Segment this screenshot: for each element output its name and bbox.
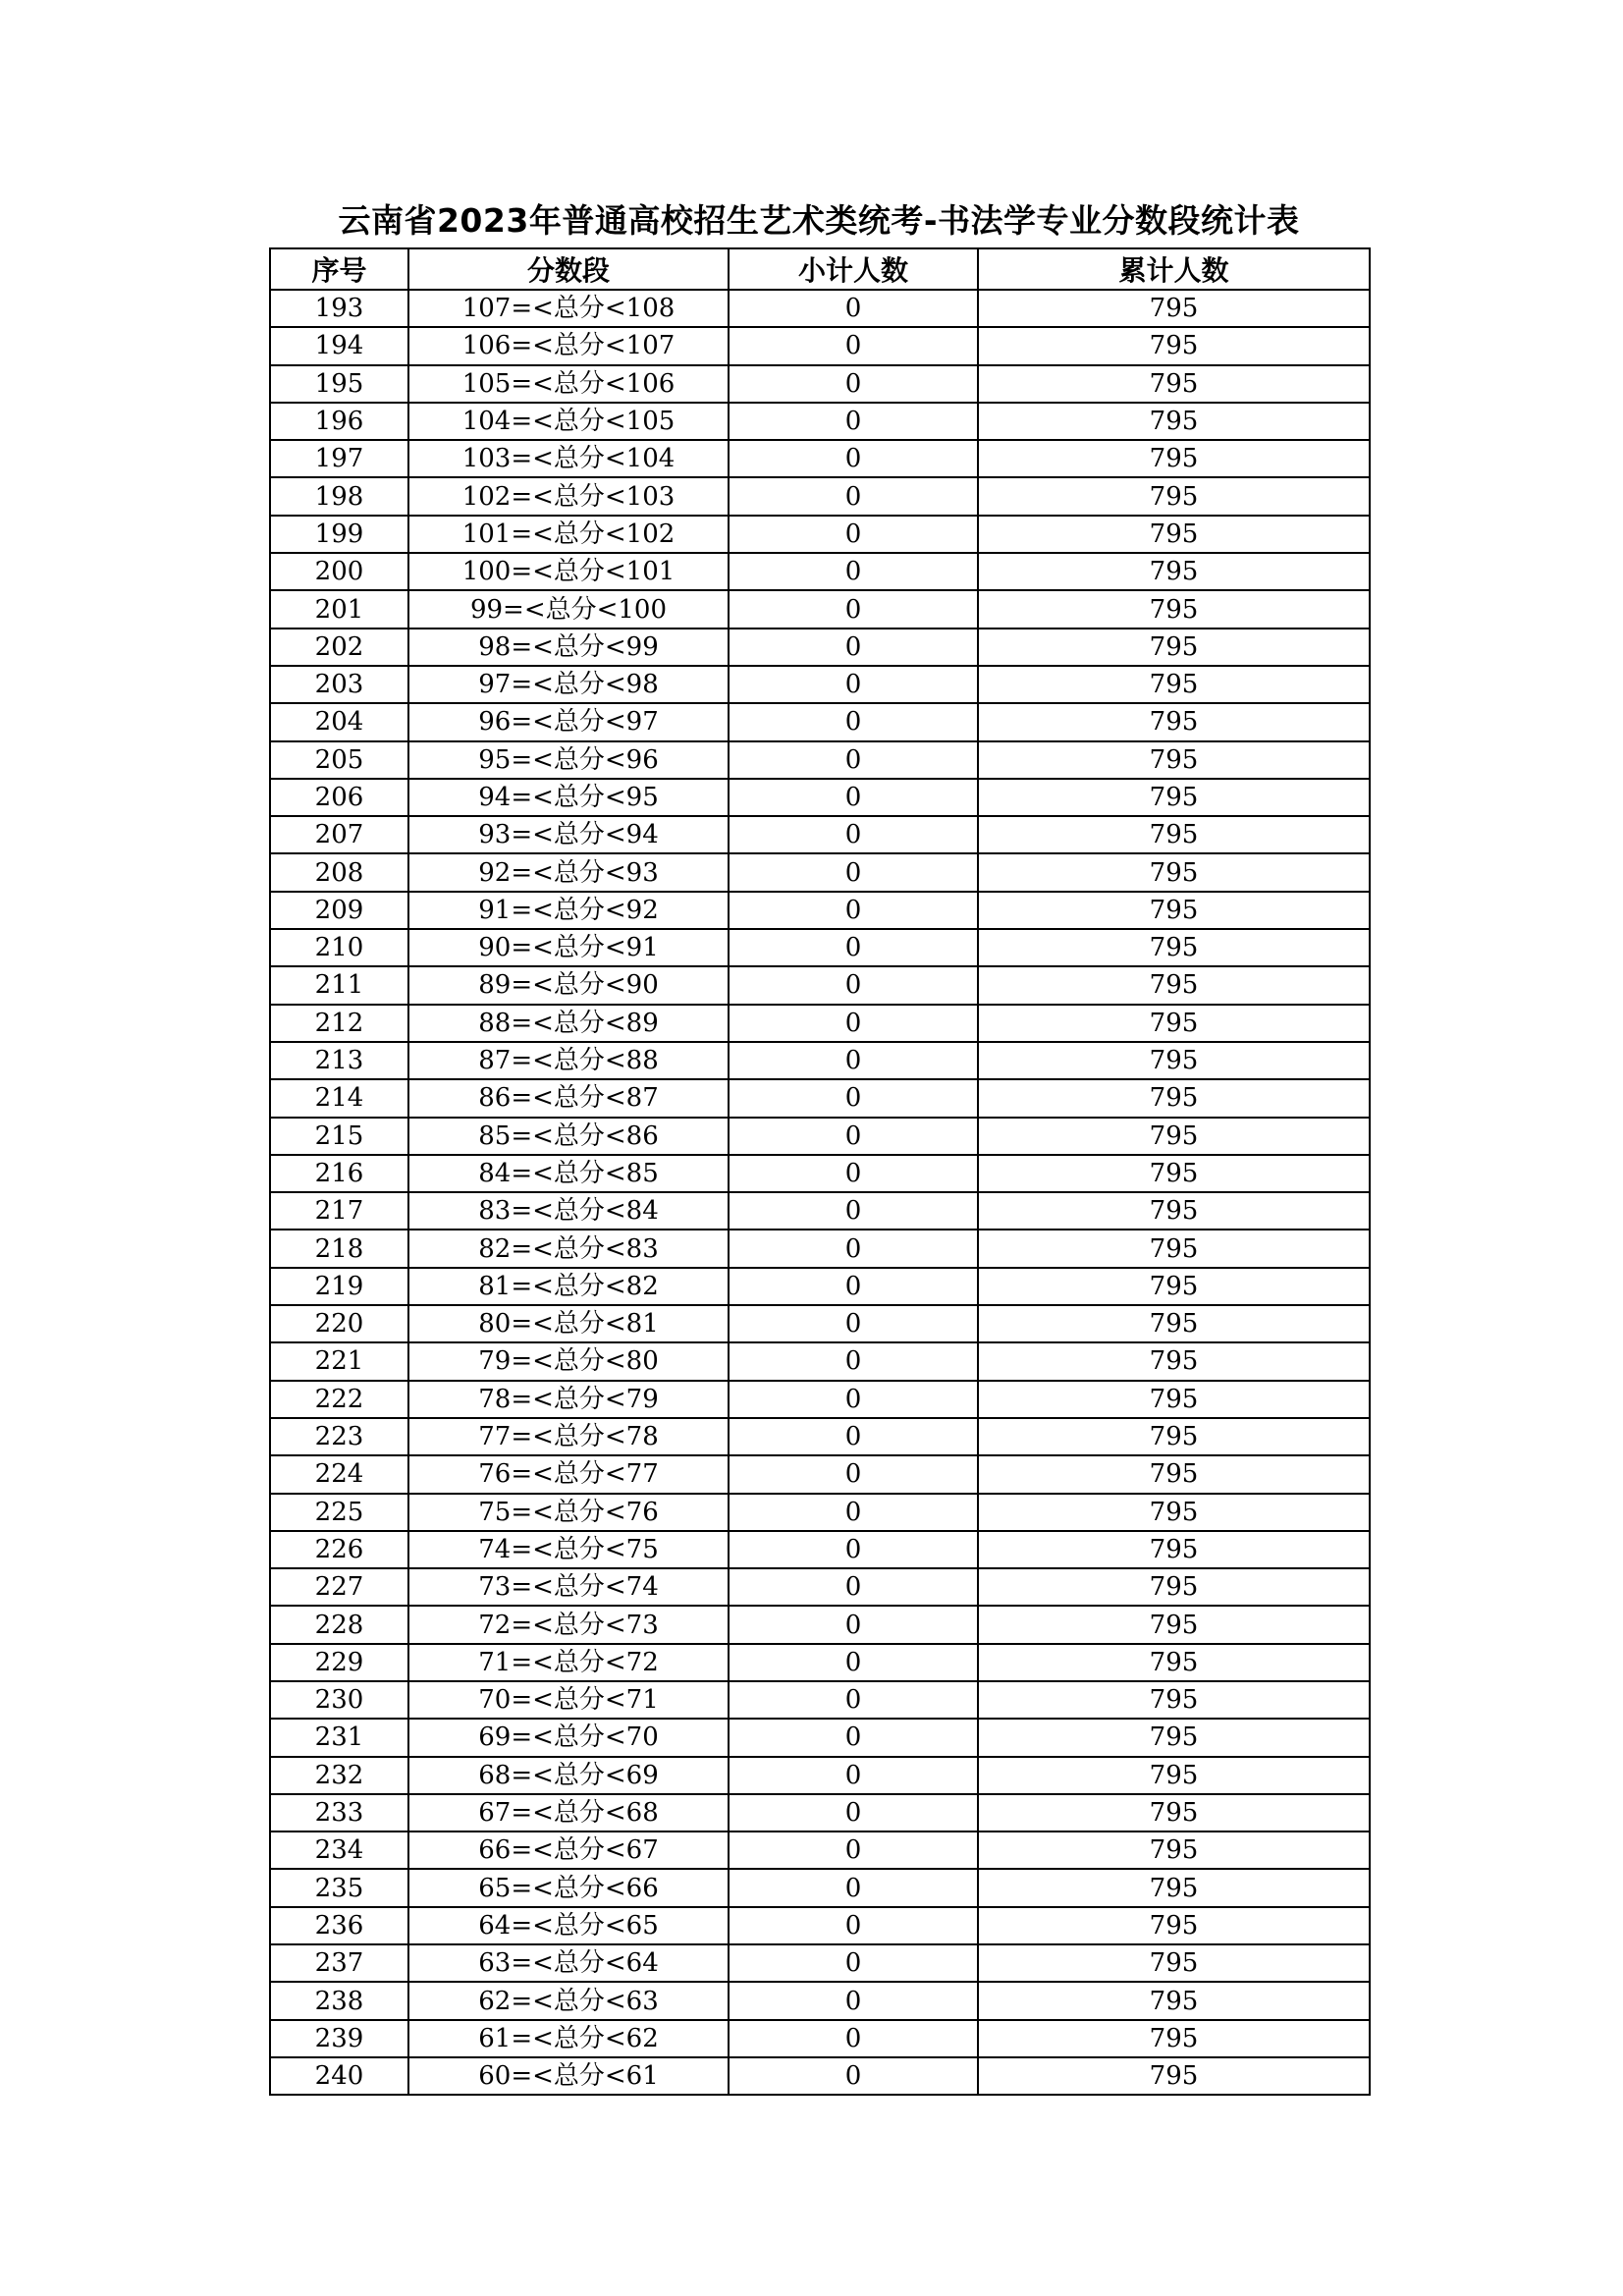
cell-subtotal: 0 bbox=[729, 816, 978, 853]
cell-cumulative: 795 bbox=[978, 1794, 1370, 1831]
cell-subtotal: 0 bbox=[729, 590, 978, 628]
cell-serial: 218 bbox=[270, 1230, 408, 1267]
table-row bbox=[270, 477, 1370, 515]
table-row bbox=[270, 779, 1370, 816]
cell-serial: 235 bbox=[270, 1869, 408, 1906]
cell-score-range: 64=<总分<65 bbox=[408, 1907, 729, 1944]
cell-score-range: 68=<总分<69 bbox=[408, 1757, 729, 1794]
table-row bbox=[270, 1305, 1370, 1342]
table-row bbox=[270, 1418, 1370, 1455]
cell-score-range: 102=<总分<103 bbox=[408, 477, 729, 515]
cell-serial: 238 bbox=[270, 1982, 408, 2019]
cell-score-range: 72=<总分<73 bbox=[408, 1606, 729, 1643]
cell-score-range: 100=<总分<101 bbox=[408, 553, 729, 590]
cell-score-range: 85=<总分<86 bbox=[408, 1118, 729, 1155]
cell-subtotal: 0 bbox=[729, 1644, 978, 1681]
cell-cumulative: 795 bbox=[978, 1719, 1370, 1756]
cell-score-range: 74=<总分<75 bbox=[408, 1531, 729, 1568]
cell-cumulative: 795 bbox=[978, 1869, 1370, 1906]
cell-cumulative: 795 bbox=[978, 553, 1370, 590]
table-row bbox=[270, 1831, 1370, 1869]
table-row bbox=[270, 1230, 1370, 1267]
cell-subtotal: 0 bbox=[729, 1268, 978, 1305]
cell-subtotal: 0 bbox=[729, 290, 978, 327]
cell-cumulative: 795 bbox=[978, 1342, 1370, 1380]
table-row bbox=[270, 1644, 1370, 1681]
cell-subtotal: 0 bbox=[729, 1982, 978, 2019]
cell-serial: 200 bbox=[270, 553, 408, 590]
cell-score-range: 89=<总分<90 bbox=[408, 966, 729, 1004]
cell-serial: 229 bbox=[270, 1644, 408, 1681]
cell-cumulative: 795 bbox=[978, 1305, 1370, 1342]
table-row bbox=[270, 590, 1370, 628]
cell-cumulative: 795 bbox=[978, 1418, 1370, 1455]
column-header-serial: 序号 bbox=[270, 248, 408, 290]
table-header-row bbox=[270, 248, 1370, 290]
cell-serial: 201 bbox=[270, 590, 408, 628]
cell-subtotal: 0 bbox=[729, 1079, 978, 1117]
cell-cumulative: 795 bbox=[978, 1757, 1370, 1794]
table-row bbox=[270, 403, 1370, 440]
cell-serial: 232 bbox=[270, 1757, 408, 1794]
cell-subtotal: 0 bbox=[729, 1568, 978, 1606]
table-row bbox=[270, 1118, 1370, 1155]
cell-serial: 233 bbox=[270, 1794, 408, 1831]
column-header-score-range: 分数段 bbox=[408, 248, 729, 290]
cell-cumulative: 795 bbox=[978, 1155, 1370, 1192]
cell-subtotal: 0 bbox=[729, 1494, 978, 1531]
cell-cumulative: 795 bbox=[978, 741, 1370, 779]
cell-cumulative: 795 bbox=[978, 1381, 1370, 1418]
cell-serial: 225 bbox=[270, 1494, 408, 1531]
cell-serial: 207 bbox=[270, 816, 408, 853]
page-title: 云南省2023年普通高校招生艺术类统考-书法学专业分数段统计表 bbox=[338, 201, 1300, 240]
table-row bbox=[270, 703, 1370, 740]
cell-score-range: 62=<总分<63 bbox=[408, 1982, 729, 2019]
cell-cumulative: 795 bbox=[978, 1455, 1370, 1493]
cell-subtotal: 0 bbox=[729, 741, 978, 779]
cell-cumulative: 795 bbox=[978, 1568, 1370, 1606]
table-row bbox=[270, 365, 1370, 403]
cell-subtotal: 0 bbox=[729, 1606, 978, 1643]
table-row bbox=[270, 1455, 1370, 1493]
table-row bbox=[270, 1268, 1370, 1305]
cell-serial: 230 bbox=[270, 1681, 408, 1719]
column-header-subtotal: 小计人数 bbox=[729, 248, 978, 290]
cell-cumulative: 795 bbox=[978, 516, 1370, 553]
cell-score-range: 69=<总分<70 bbox=[408, 1719, 729, 1756]
cell-subtotal: 0 bbox=[729, 1869, 978, 1906]
cell-score-range: 98=<总分<99 bbox=[408, 629, 729, 666]
table-row bbox=[270, 666, 1370, 703]
cell-cumulative: 795 bbox=[978, 1268, 1370, 1305]
cell-score-range: 84=<总分<85 bbox=[408, 1155, 729, 1192]
cell-score-range: 80=<总分<81 bbox=[408, 1305, 729, 1342]
table-row bbox=[270, 1568, 1370, 1606]
cell-serial: 226 bbox=[270, 1531, 408, 1568]
cell-serial: 231 bbox=[270, 1719, 408, 1756]
table-body bbox=[270, 290, 1370, 2095]
table-row bbox=[270, 1757, 1370, 1794]
cell-score-range: 97=<总分<98 bbox=[408, 666, 729, 703]
table-row bbox=[270, 1907, 1370, 1944]
cell-score-range: 104=<总分<105 bbox=[408, 403, 729, 440]
table-row bbox=[270, 2020, 1370, 2057]
cell-score-range: 67=<总分<68 bbox=[408, 1794, 729, 1831]
cell-cumulative: 795 bbox=[978, 853, 1370, 891]
cell-score-range: 88=<总分<89 bbox=[408, 1005, 729, 1042]
cell-subtotal: 0 bbox=[729, 365, 978, 403]
cell-score-range: 61=<总分<62 bbox=[408, 2020, 729, 2057]
cell-cumulative: 795 bbox=[978, 327, 1370, 364]
cell-serial: 211 bbox=[270, 966, 408, 1004]
cell-score-range: 93=<总分<94 bbox=[408, 816, 729, 853]
cell-subtotal: 0 bbox=[729, 1155, 978, 1192]
cell-serial: 224 bbox=[270, 1455, 408, 1493]
cell-score-range: 90=<总分<91 bbox=[408, 929, 729, 966]
cell-subtotal: 0 bbox=[729, 1042, 978, 1079]
cell-serial: 195 bbox=[270, 365, 408, 403]
table-row bbox=[270, 966, 1370, 1004]
cell-subtotal: 0 bbox=[729, 1719, 978, 1756]
cell-serial: 196 bbox=[270, 403, 408, 440]
cell-score-range: 87=<总分<88 bbox=[408, 1042, 729, 1079]
cell-subtotal: 0 bbox=[729, 1944, 978, 1982]
table-row bbox=[270, 1155, 1370, 1192]
table-row bbox=[270, 929, 1370, 966]
cell-cumulative: 795 bbox=[978, 1494, 1370, 1531]
cell-subtotal: 0 bbox=[729, 1192, 978, 1230]
cell-cumulative: 795 bbox=[978, 1944, 1370, 1982]
cell-cumulative: 795 bbox=[978, 1531, 1370, 1568]
cell-score-range: 75=<总分<76 bbox=[408, 1494, 729, 1531]
cell-serial: 227 bbox=[270, 1568, 408, 1606]
cell-serial: 223 bbox=[270, 1418, 408, 1455]
cell-subtotal: 0 bbox=[729, 516, 978, 553]
table-row bbox=[270, 1192, 1370, 1230]
cell-cumulative: 795 bbox=[978, 2057, 1370, 2095]
cell-score-range: 92=<总分<93 bbox=[408, 853, 729, 891]
cell-score-range: 63=<总分<64 bbox=[408, 1944, 729, 1982]
table-row bbox=[270, 853, 1370, 891]
cell-cumulative: 795 bbox=[978, 1644, 1370, 1681]
table-row bbox=[270, 1944, 1370, 1982]
cell-serial: 239 bbox=[270, 2020, 408, 2057]
cell-cumulative: 795 bbox=[978, 1907, 1370, 1944]
cell-cumulative: 795 bbox=[978, 2020, 1370, 2057]
cell-serial: 219 bbox=[270, 1268, 408, 1305]
cell-subtotal: 0 bbox=[729, 666, 978, 703]
cell-serial: 204 bbox=[270, 703, 408, 740]
cell-subtotal: 0 bbox=[729, 1342, 978, 1380]
cell-score-range: 95=<总分<96 bbox=[408, 741, 729, 779]
cell-subtotal: 0 bbox=[729, 779, 978, 816]
cell-subtotal: 0 bbox=[729, 1455, 978, 1493]
cell-serial: 228 bbox=[270, 1606, 408, 1643]
cell-score-range: 83=<总分<84 bbox=[408, 1192, 729, 1230]
cell-cumulative: 795 bbox=[978, 1831, 1370, 1869]
table-row bbox=[270, 816, 1370, 853]
cell-cumulative: 795 bbox=[978, 966, 1370, 1004]
table-row bbox=[270, 327, 1370, 364]
table-row bbox=[270, 1681, 1370, 1719]
cell-serial: 202 bbox=[270, 629, 408, 666]
cell-subtotal: 0 bbox=[729, 1230, 978, 1267]
cell-subtotal: 0 bbox=[729, 440, 978, 477]
cell-subtotal: 0 bbox=[729, 1381, 978, 1418]
cell-subtotal: 0 bbox=[729, 703, 978, 740]
cell-cumulative: 795 bbox=[978, 403, 1370, 440]
cell-serial: 193 bbox=[270, 290, 408, 327]
table-row bbox=[270, 1079, 1370, 1117]
table-row bbox=[270, 516, 1370, 553]
cell-score-range: 77=<总分<78 bbox=[408, 1418, 729, 1455]
cell-cumulative: 795 bbox=[978, 1005, 1370, 1042]
cell-score-range: 107=<总分<108 bbox=[408, 290, 729, 327]
cell-cumulative: 795 bbox=[978, 590, 1370, 628]
cell-subtotal: 0 bbox=[729, 1907, 978, 1944]
cell-score-range: 71=<总分<72 bbox=[408, 1644, 729, 1681]
cell-serial: 194 bbox=[270, 327, 408, 364]
table-row bbox=[270, 1869, 1370, 1906]
cell-cumulative: 795 bbox=[978, 440, 1370, 477]
cell-cumulative: 795 bbox=[978, 1982, 1370, 2019]
cell-serial: 240 bbox=[270, 2057, 408, 2095]
cell-serial: 237 bbox=[270, 1944, 408, 1982]
cell-serial: 210 bbox=[270, 929, 408, 966]
table-row bbox=[270, 1531, 1370, 1568]
cell-score-range: 78=<总分<79 bbox=[408, 1381, 729, 1418]
cell-subtotal: 0 bbox=[729, 1757, 978, 1794]
cell-serial: 208 bbox=[270, 853, 408, 891]
cell-serial: 220 bbox=[270, 1305, 408, 1342]
cell-score-range: 101=<总分<102 bbox=[408, 516, 729, 553]
table-row bbox=[270, 629, 1370, 666]
cell-subtotal: 0 bbox=[729, 1305, 978, 1342]
table-row bbox=[270, 741, 1370, 779]
cell-serial: 234 bbox=[270, 1831, 408, 1869]
cell-subtotal: 0 bbox=[729, 477, 978, 515]
cell-cumulative: 795 bbox=[978, 666, 1370, 703]
cell-subtotal: 0 bbox=[729, 553, 978, 590]
cell-score-range: 73=<总分<74 bbox=[408, 1568, 729, 1606]
cell-cumulative: 795 bbox=[978, 1606, 1370, 1643]
table-row bbox=[270, 290, 1370, 327]
column-header-cumulative: 累计人数 bbox=[978, 248, 1370, 290]
cell-serial: 209 bbox=[270, 892, 408, 929]
cell-serial: 198 bbox=[270, 477, 408, 515]
table-row bbox=[270, 1381, 1370, 1418]
cell-cumulative: 795 bbox=[978, 365, 1370, 403]
cell-cumulative: 795 bbox=[978, 629, 1370, 666]
cell-cumulative: 795 bbox=[978, 929, 1370, 966]
cell-score-range: 105=<总分<106 bbox=[408, 365, 729, 403]
cell-subtotal: 0 bbox=[729, 327, 978, 364]
cell-serial: 215 bbox=[270, 1118, 408, 1155]
cell-cumulative: 795 bbox=[978, 892, 1370, 929]
cell-subtotal: 0 bbox=[729, 1681, 978, 1719]
cell-cumulative: 795 bbox=[978, 816, 1370, 853]
cell-serial: 214 bbox=[270, 1079, 408, 1117]
cell-subtotal: 0 bbox=[729, 2057, 978, 2095]
table-row bbox=[270, 1042, 1370, 1079]
table-row bbox=[270, 1606, 1370, 1643]
cell-cumulative: 795 bbox=[978, 1042, 1370, 1079]
table-row bbox=[270, 892, 1370, 929]
table-row bbox=[270, 553, 1370, 590]
cell-subtotal: 0 bbox=[729, 1831, 978, 1869]
cell-serial: 212 bbox=[270, 1005, 408, 1042]
table-row bbox=[270, 1719, 1370, 1756]
cell-serial: 236 bbox=[270, 1907, 408, 1944]
cell-serial: 213 bbox=[270, 1042, 408, 1079]
cell-subtotal: 0 bbox=[729, 1531, 978, 1568]
cell-serial: 206 bbox=[270, 779, 408, 816]
cell-subtotal: 0 bbox=[729, 2020, 978, 2057]
cell-cumulative: 795 bbox=[978, 1681, 1370, 1719]
cell-serial: 199 bbox=[270, 516, 408, 553]
cell-cumulative: 795 bbox=[978, 290, 1370, 327]
cell-score-range: 70=<总分<71 bbox=[408, 1681, 729, 1719]
cell-subtotal: 0 bbox=[729, 892, 978, 929]
cell-serial: 197 bbox=[270, 440, 408, 477]
cell-subtotal: 0 bbox=[729, 966, 978, 1004]
cell-serial: 203 bbox=[270, 666, 408, 703]
score-distribution-table bbox=[269, 247, 1371, 2096]
table-row bbox=[270, 1982, 1370, 2019]
cell-subtotal: 0 bbox=[729, 403, 978, 440]
cell-score-range: 91=<总分<92 bbox=[408, 892, 729, 929]
cell-cumulative: 795 bbox=[978, 779, 1370, 816]
cell-score-range: 106=<总分<107 bbox=[408, 327, 729, 364]
cell-cumulative: 795 bbox=[978, 1118, 1370, 1155]
cell-cumulative: 795 bbox=[978, 1192, 1370, 1230]
cell-cumulative: 795 bbox=[978, 477, 1370, 515]
cell-subtotal: 0 bbox=[729, 629, 978, 666]
cell-subtotal: 0 bbox=[729, 1005, 978, 1042]
cell-cumulative: 795 bbox=[978, 1079, 1370, 1117]
cell-serial: 217 bbox=[270, 1192, 408, 1230]
cell-score-range: 99=<总分<100 bbox=[408, 590, 729, 628]
cell-serial: 222 bbox=[270, 1381, 408, 1418]
cell-subtotal: 0 bbox=[729, 1118, 978, 1155]
cell-serial: 216 bbox=[270, 1155, 408, 1192]
cell-score-range: 103=<总分<104 bbox=[408, 440, 729, 477]
cell-score-range: 82=<总分<83 bbox=[408, 1230, 729, 1267]
table-row bbox=[270, 2057, 1370, 2095]
cell-serial: 205 bbox=[270, 741, 408, 779]
cell-score-range: 96=<总分<97 bbox=[408, 703, 729, 740]
cell-score-range: 60=<总分<61 bbox=[408, 2057, 729, 2095]
cell-subtotal: 0 bbox=[729, 1794, 978, 1831]
cell-score-range: 79=<总分<80 bbox=[408, 1342, 729, 1380]
table-row bbox=[270, 1005, 1370, 1042]
cell-score-range: 66=<总分<67 bbox=[408, 1831, 729, 1869]
cell-score-range: 94=<总分<95 bbox=[408, 779, 729, 816]
cell-subtotal: 0 bbox=[729, 929, 978, 966]
cell-score-range: 86=<总分<87 bbox=[408, 1079, 729, 1117]
cell-score-range: 65=<总分<66 bbox=[408, 1869, 729, 1906]
cell-cumulative: 795 bbox=[978, 703, 1370, 740]
cell-subtotal: 0 bbox=[729, 853, 978, 891]
cell-cumulative: 795 bbox=[978, 1230, 1370, 1267]
table-row bbox=[270, 1494, 1370, 1531]
table-row bbox=[270, 440, 1370, 477]
table-row bbox=[270, 1794, 1370, 1831]
table-row bbox=[270, 1342, 1370, 1380]
cell-score-range: 81=<总分<82 bbox=[408, 1268, 729, 1305]
cell-serial: 221 bbox=[270, 1342, 408, 1380]
cell-score-range: 76=<总分<77 bbox=[408, 1455, 729, 1493]
cell-subtotal: 0 bbox=[729, 1418, 978, 1455]
